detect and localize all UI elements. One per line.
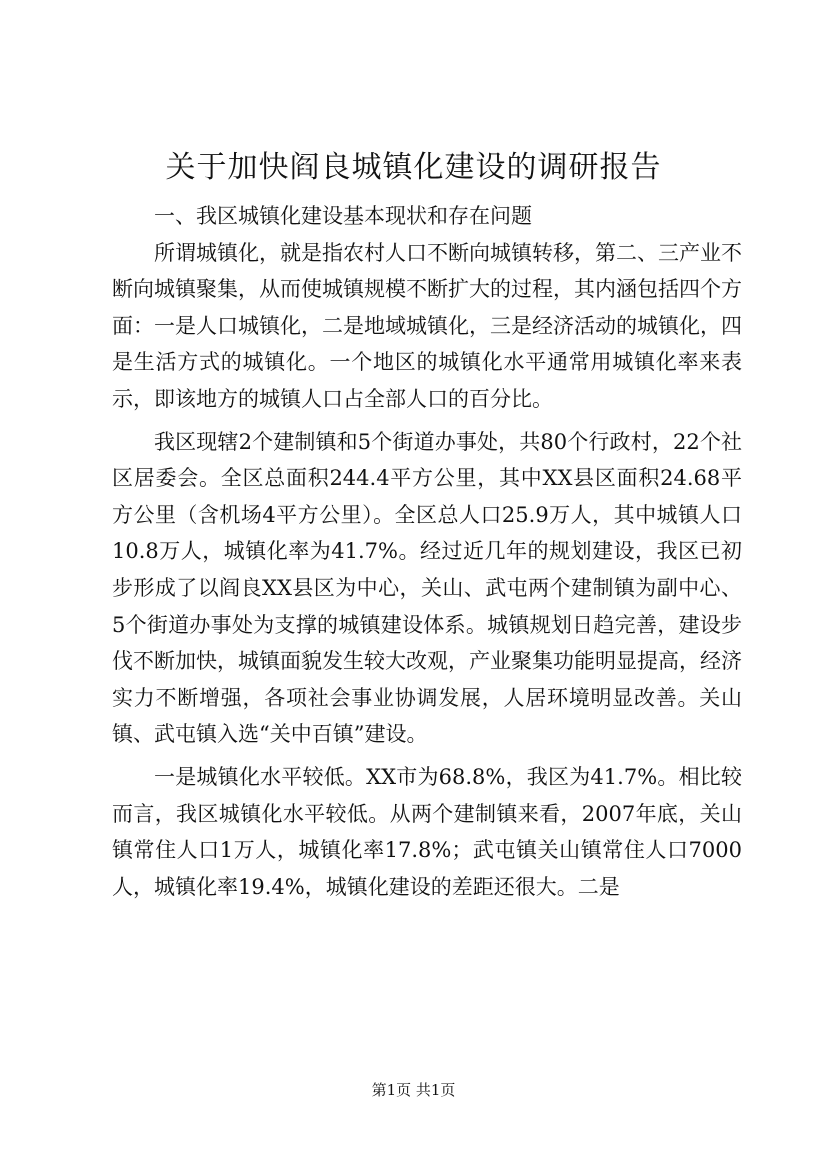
document-title: 关于加快阎良城镇化建设的调研报告 <box>165 150 662 185</box>
paragraph-district-overview: 我区现辖2个建制镇和5个街道办事处，共80个行政村，22个社区居委会。全区总面积244.4平方公里，其中XX县区面积24.68平方公里（含机场4平方公里）。全区总人口25.9万人，其中城镇人口10.8万人，城镇化率为41.7%。经过近几年的规划建设，我区已初步形成了以阎良XX县区为中心，关山、武屯两个建制镇为副中心、5个街道办事处为支撑的城镇建设体系。城镇规划日趋完善，建设步伐不断加快，城镇面貌发生较大改观，产业聚集功能明显提高，经济实力不断增强，各项社会事业协调发展，人居环境明显改善。关山镇、武屯镇入选“关中百镇”建设。 <box>112 429 742 747</box>
paragraph-definition: 所谓城镇化，就是指农村人口不断向城镇转移，第二、三产业不断向城镇聚集，从而使城镇规模不断扩大的过程，其内涵包括四个方面：一是人口城镇化，二是地域城镇化，三是经济活动的城镇化，四是生活方式的城镇化。一个地区的城镇化水平通常用城镇化率来表示，即该地方的城镇人口占全部人口的百分比。 <box>112 240 742 411</box>
section-heading: 一、我区城镇化建设基本现状和存在问题 <box>154 204 532 228</box>
document-body <box>112 198 742 905</box>
paragraph-problems: 一是城镇化水平较低。XX市为68.8%，我区为41.7%。相比较而言，我区城镇化水平较低。从两个建制镇来看，2007年底，关山镇常住人口1万人，城镇化率17.8%；武屯镇关山镇常住人口7000人，城镇化率19.4%，城镇化建设的差距还很大。二是 <box>112 764 742 899</box>
page-footer: 第1页 共1页 <box>371 1081 456 1099</box>
